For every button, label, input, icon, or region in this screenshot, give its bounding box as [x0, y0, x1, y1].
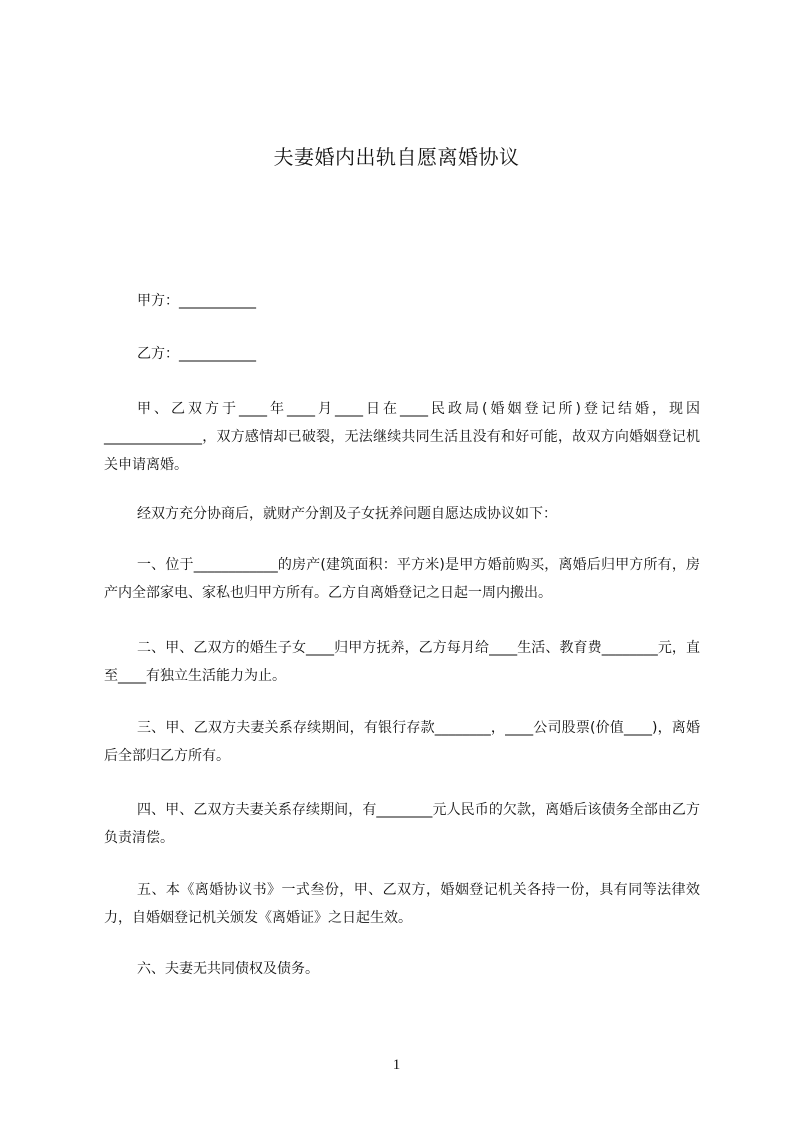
- party-a-line: 甲方：___________: [137, 293, 256, 309]
- clause-2: 二、甲、乙双方的婚生子女____归甲方抚养，乙方每月给____生活、教育费________元，直至____有独立生活能力为止。: [104, 640, 700, 684]
- intro-paragraph: 甲、乙双方于____年____月____日在____民政局(婚姻登记所)登记结婚，现因______________，双方感情却已破裂，无法继续共同生活且没有和好可能，故双方向婚姻登记机关申请离婚。: [104, 401, 700, 473]
- document-title: 夫妻婚内出轨自愿离婚协议: [273, 145, 520, 169]
- consensus-paragraph: 经双方充分协商后，就财产分割及子女抚养问题自愿达成协议如下：: [137, 506, 557, 522]
- clause-3: 三、甲、乙双方夫妻关系存续期间，有银行存款________，____公司股票(价值____)，离婚后全部归乙方所有。: [104, 720, 700, 764]
- page-number: 1: [392, 1057, 401, 1073]
- clause-4: 四、甲、乙双方夫妻关系存续期间，有________元人民币的欠款，离婚后该债务全部由乙方负责清偿。: [104, 802, 700, 846]
- clause-1: 一、位于____________的房产(建筑面积：平方米)是甲方婚前购买，离婚后归甲方所有，房产内全部家电、家私也归甲方所有。乙方自离婚登记之日起一周内搬出。: [104, 557, 700, 601]
- party-b-line: 乙方：___________: [137, 346, 256, 362]
- clause-6: 六、夫妻无共同债权及债务。: [137, 961, 319, 977]
- clause-5: 五、本《离婚协议书》一式叁份，甲、乙双方，婚姻登记机关各持一份，具有同等法律效力，自婚姻登记机关颁发《离婚证》之日起生效。: [104, 882, 700, 926]
